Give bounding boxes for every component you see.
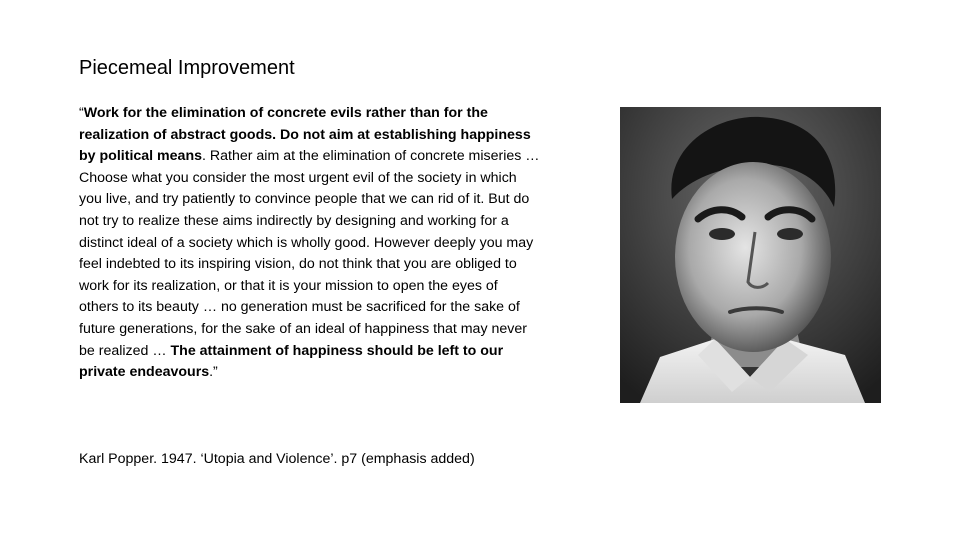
slide-title: Piecemeal Improvement	[79, 57, 295, 79]
quote-emphasis-2: The attainment of happiness should be left to our private endeavours	[79, 342, 504, 381]
citation: Karl Popper. 1947. ‘Utopia and Violence’. p7 (emphasis added)	[79, 451, 475, 467]
quote-open-mark: “	[79, 105, 84, 121]
portrait-photo	[620, 107, 881, 403]
quote-close: .”	[209, 364, 218, 381]
quote-paragraph	[79, 103, 541, 384]
quote-emphasis-1: Work for the elimination of concrete evils rather than for the realization of abstract goods. Do not aim at establishing happiness by political means	[79, 105, 531, 165]
quote-body: . Rather aim at the elimination of concrete miseries … Choose what you consider the most urgent evil of the society in which you live, and try patiently to convince people that we can rid of it. But do not try to realize these aims indirectly by designing and working for a distinct ideal of a society which is wholly good. However deeply you may feel indebted to its inspiring vision, do not think that you are obliged to work for its realization, or that it is your mission to open the eyes of others to its beauty … no generation must be sacrificed for the sake of future generations, for the sake of an ideal of happiness that may never be realized …	[79, 148, 540, 359]
